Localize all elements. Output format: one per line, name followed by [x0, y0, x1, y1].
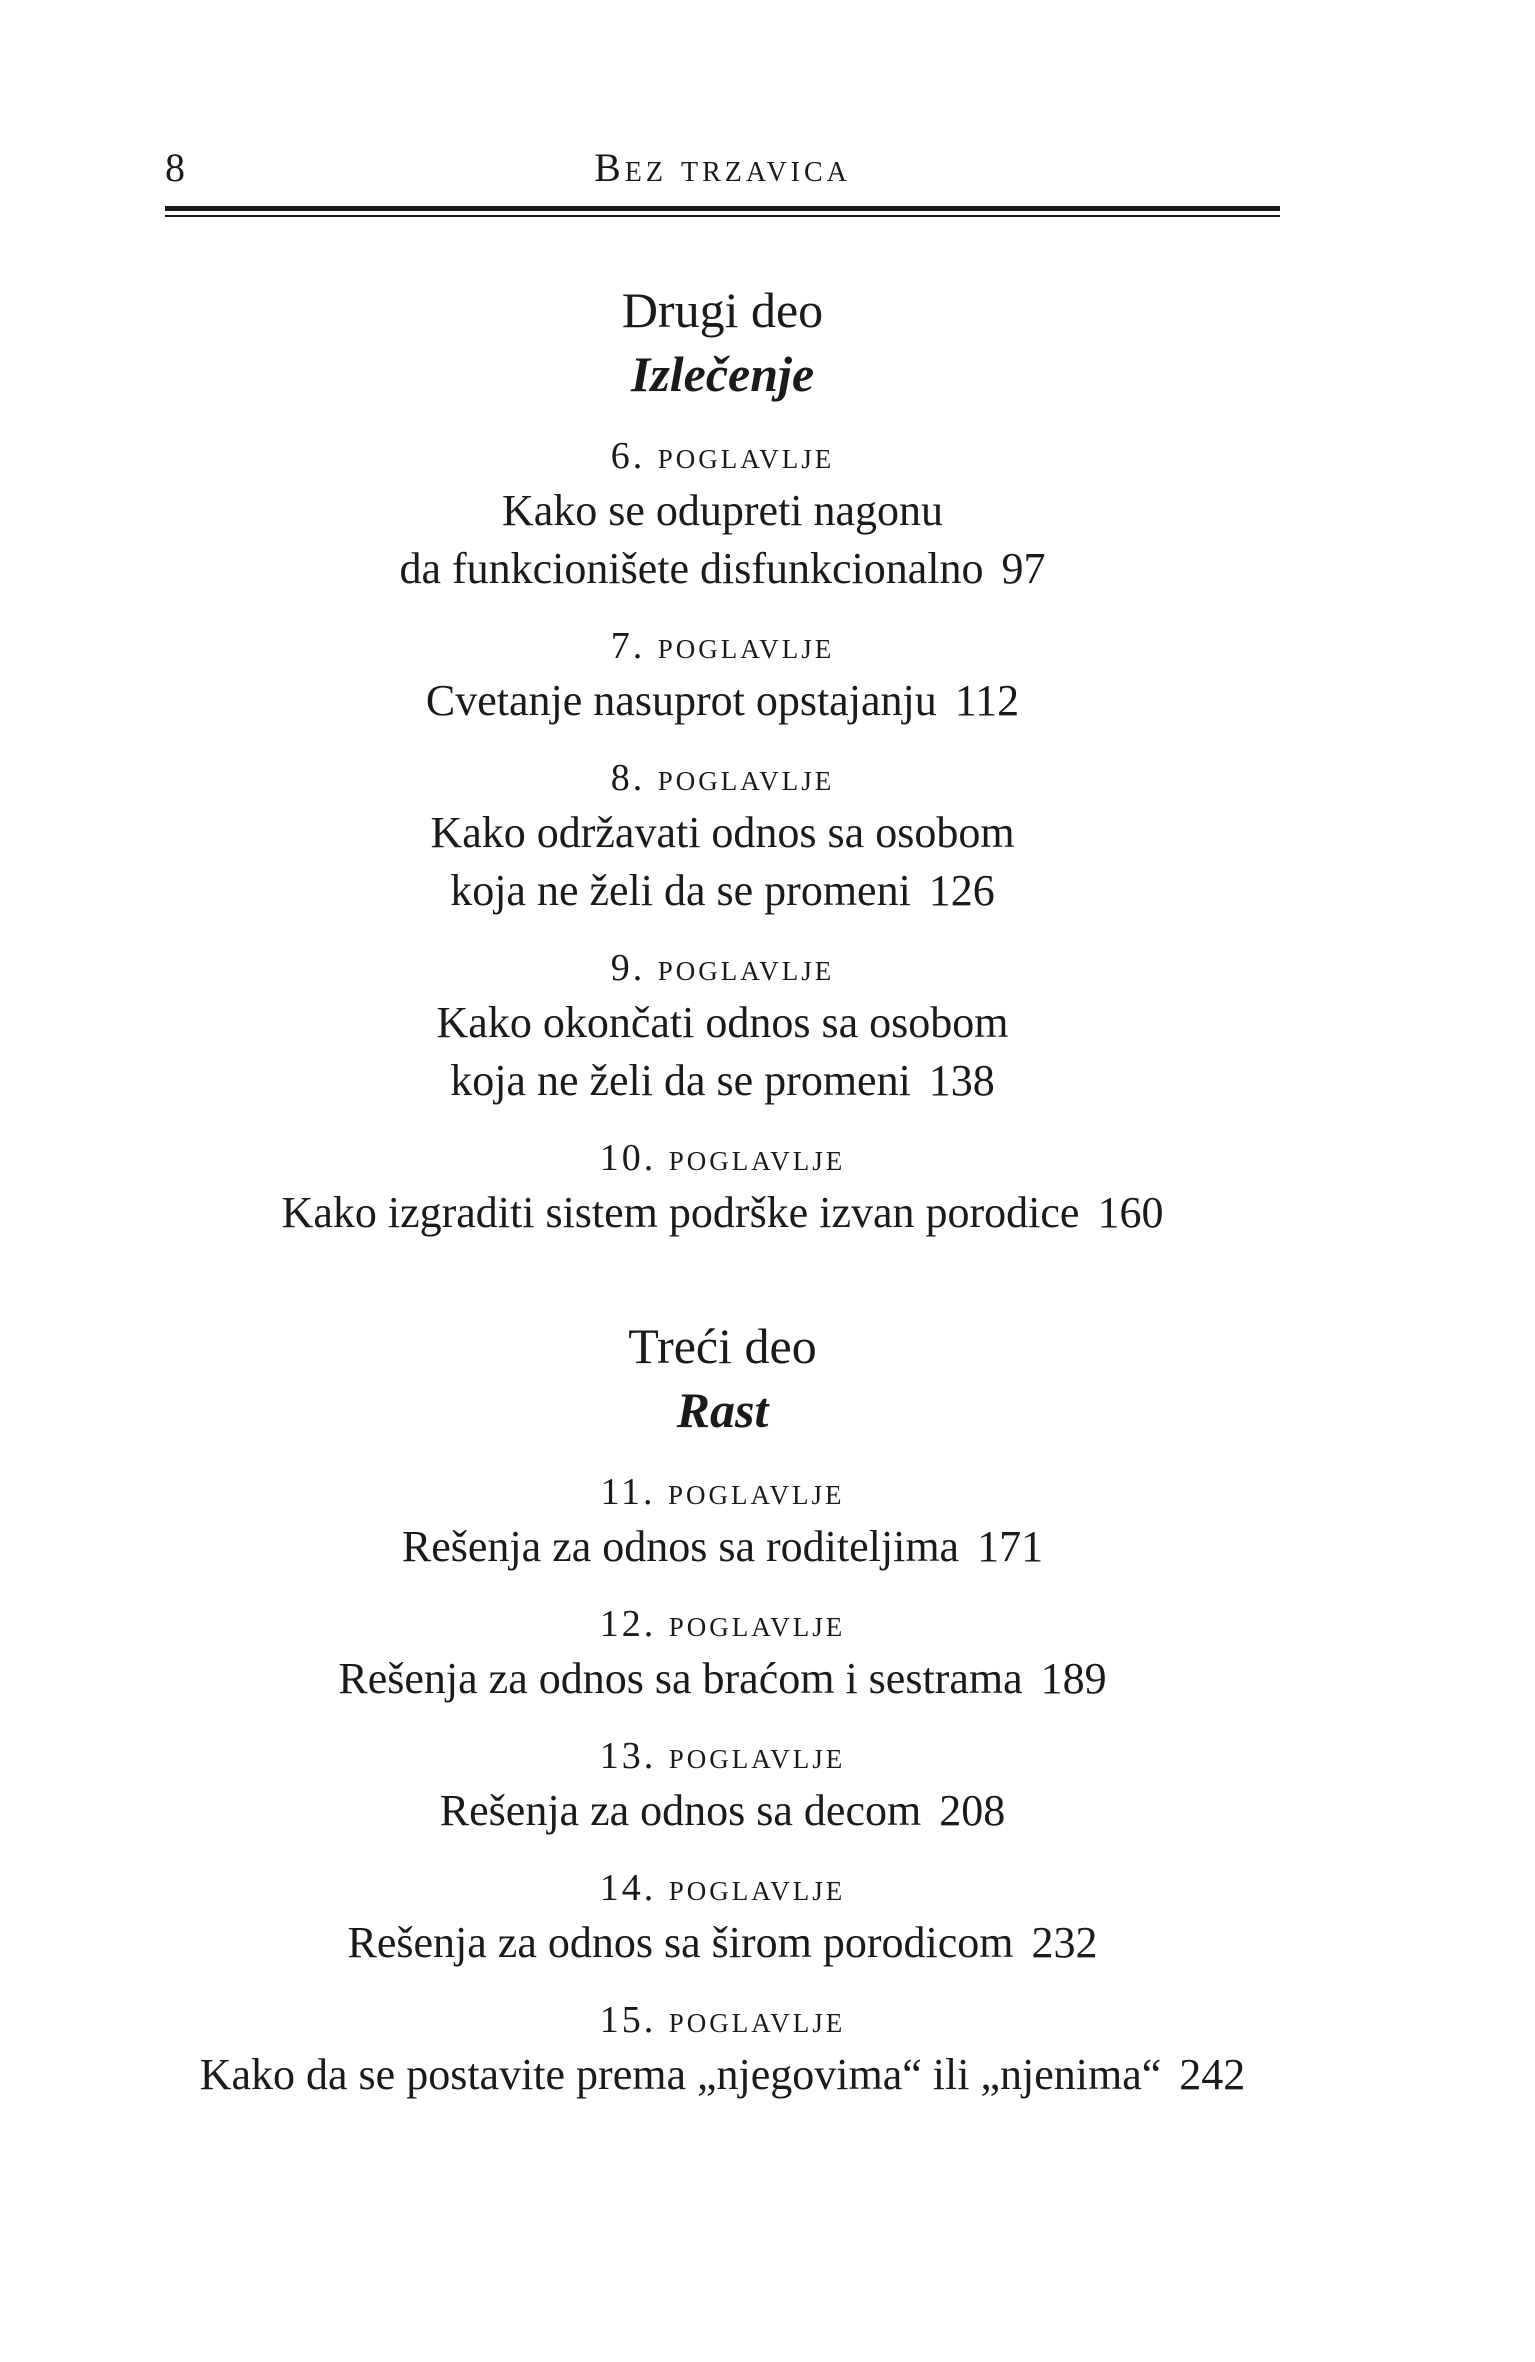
chapter-label: 7. poglavlje	[610, 625, 835, 667]
chapter-label: 10. poglavlje	[599, 1137, 846, 1179]
chapter-label: 8. poglavlje	[610, 757, 835, 799]
chapter-label: 9. poglavlje	[610, 947, 835, 989]
chapter-title-text: da funkcionišete disfunkcionalno	[399, 544, 984, 593]
chapter-title-line: Kako okončati odnos sa osobom	[436, 998, 1009, 1047]
chapter-entry[interactable]	[140, 1994, 1305, 2104]
chapter-title-text: Cvetanje nasuprot opstajanju	[425, 676, 937, 725]
chapter-title-text: Rešenja za odnos sa širom porodicom	[347, 1918, 1014, 1967]
chapter-page-number: 126	[928, 866, 995, 915]
chapter-title-line	[140, 1052, 1305, 1110]
chapter-label: 15. poglavlje	[599, 1999, 846, 2041]
page-header	[165, 138, 1280, 198]
chapter-page-number: 242	[1179, 2050, 1246, 2099]
chapter-title-line	[140, 1518, 1305, 1576]
chapter-entry[interactable]	[140, 942, 1305, 1110]
chapter-page-number: 97	[1001, 544, 1046, 593]
table-of-contents	[140, 278, 1305, 2104]
chapter-entry[interactable]	[140, 1132, 1305, 1242]
chapter-entry[interactable]	[140, 430, 1305, 598]
chapter-entry[interactable]	[140, 1466, 1305, 1576]
chapter-page-number: 232	[1031, 1918, 1098, 1967]
chapter-label: 12. poglavlje	[599, 1603, 846, 1645]
part-two	[140, 278, 1305, 1242]
chapter-entry[interactable]	[140, 752, 1305, 920]
chapter-page-number: 189	[1040, 1654, 1107, 1703]
part-title: Rast	[676, 1382, 769, 1438]
running-title: Bez trzavica	[594, 145, 851, 190]
chapter-entry[interactable]	[140, 1730, 1305, 1840]
chapter-title-text: koja ne želi da se promeni	[450, 866, 911, 915]
part-three	[140, 1314, 1305, 2104]
chapter-title-line	[140, 1650, 1305, 1708]
chapter-title-line: Kako se odupreti nagonu	[501, 486, 944, 535]
chapter-label: 14. poglavlje	[599, 1867, 846, 1909]
chapter-page-number: 208	[939, 1786, 1006, 1835]
chapter-title-line	[140, 862, 1305, 920]
chapter-title-line	[140, 540, 1305, 598]
header-rule	[165, 206, 1280, 211]
chapter-title-line: Kako održavati odnos sa osobom	[430, 808, 1015, 857]
chapter-title-text: Kako izgraditi sistem podrške izvan porodice	[281, 1188, 1080, 1237]
part-label: Drugi deo	[621, 282, 824, 338]
chapter-label: 13. poglavlje	[599, 1735, 846, 1777]
chapter-entry[interactable]	[140, 1598, 1305, 1708]
chapter-label: 11. poglavlje	[600, 1471, 845, 1513]
chapter-entry[interactable]	[140, 620, 1305, 730]
chapter-title-text: Kako da se postavite prema „njegovima“ ili „njenima“	[199, 2050, 1162, 2099]
chapter-page-number: 112	[954, 676, 1020, 725]
chapter-page-number: 160	[1097, 1188, 1164, 1237]
chapter-title-text: koja ne želi da se promeni	[450, 1056, 911, 1105]
chapter-title-line	[140, 672, 1305, 730]
chapter-page-number: 171	[977, 1522, 1044, 1571]
page-number: 8	[165, 145, 185, 190]
chapter-entry[interactable]	[140, 1862, 1305, 1972]
chapter-title-line	[140, 1914, 1305, 1972]
chapter-title-text: Rešenja za odnos sa braćom i sestrama	[338, 1654, 1023, 1703]
chapter-title-line	[140, 1782, 1305, 1840]
chapter-label: 6. poglavlje	[610, 435, 835, 477]
chapter-title-line	[140, 2046, 1305, 2104]
chapter-title-line	[140, 1184, 1305, 1242]
chapter-title-text: Rešenja za odnos sa roditeljima	[401, 1522, 960, 1571]
chapter-page-number: 138	[928, 1056, 995, 1105]
part-label: Treći deo	[628, 1318, 817, 1374]
header-rule-thin	[165, 215, 1280, 217]
part-title: Izlečenje	[630, 346, 815, 402]
chapter-title-text: Rešenja za odnos sa decom	[439, 1786, 922, 1835]
